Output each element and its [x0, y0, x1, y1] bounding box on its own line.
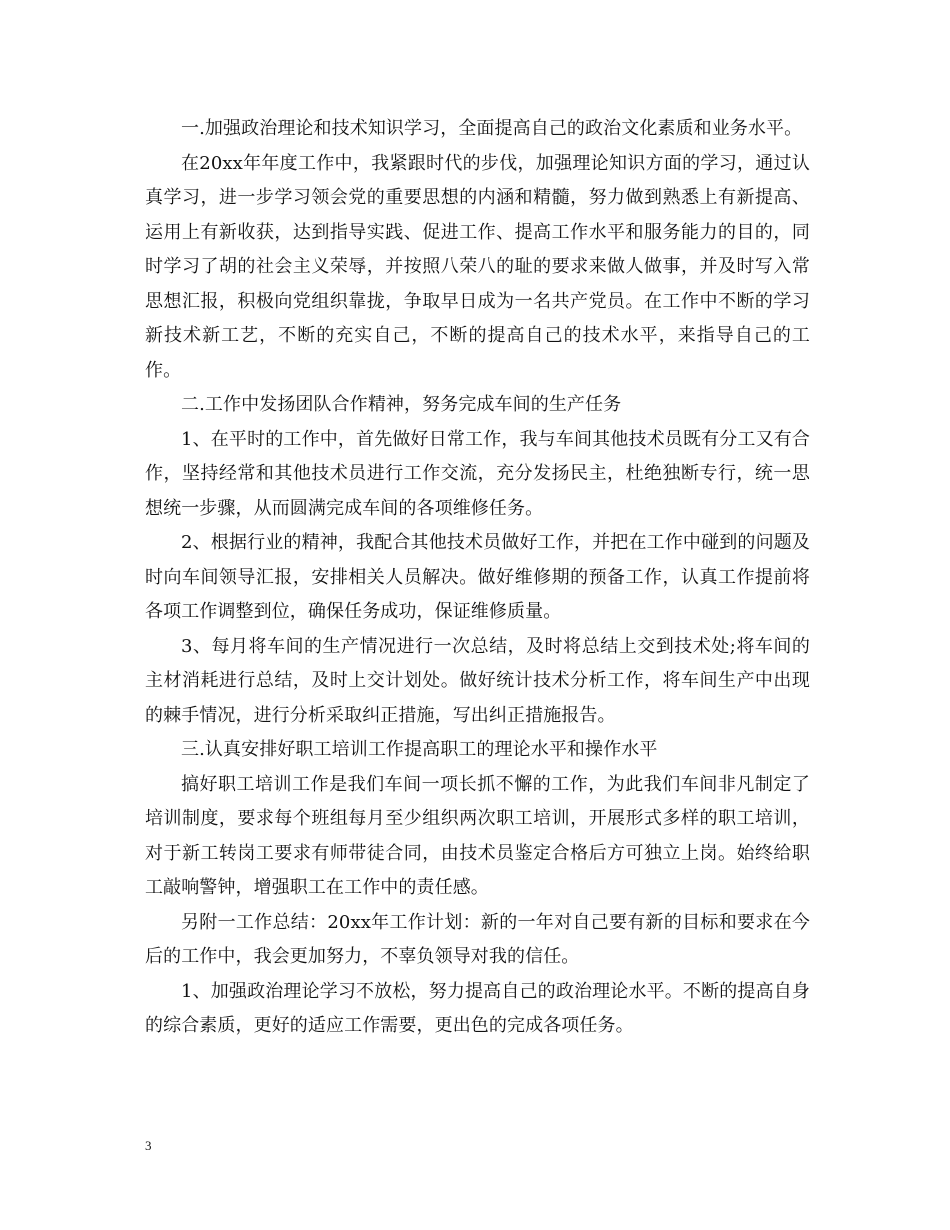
paragraph: 1、在平时的工作中，首先做好日常工作，我与车间其他技术员既有分工又有合作，坚持经常和其他技术员进行工作交流，充分发扬民主，杜绝独断专行，统一思想统一步骤，从而圆满完成车间的各项维修任务。: [145, 428, 810, 519]
page-number: 3: [145, 1138, 152, 1153]
paragraph: 在20xx年年度工作中，我紧跟时代的步伐，加强理论知识方面的学习，通过认真学习，进一步学习领会党的重要思想的内涵和精髓，努力做到熟悉上有新提高、运用上有新收获，达到指导实践、促进工作、提高工作水平和服务能力的目的，同时学习了胡的社会主义荣辱，并按照八荣八的耻的要求来做人做事，并及时写入常思想汇报，积极向党组织靠拢，争取早日成为一名共产党员。在工作中不断的学习新技术新工艺，不断的充实自己，不断的提高自己的技术水平，来指导自己的工作。: [145, 152, 810, 381]
paragraph: 3、每月将车间的生产情况进行一次总结，及时将总结上交到技术处;将车间的主材消耗进行总结，及时上交计划处。做好统计技术分析工作，将车间生产中出现的棘手情况，进行分析采取纠正措施，写出纠正措施报告。: [145, 635, 810, 726]
paragraph-heading-3: 三.认真安排好职工培训工作提高职工的理论水平和操作水平: [181, 739, 658, 760]
paragraph: 2、根据行业的精神，我配合其他技术员做好工作，并把在工作中碰到的问题及时向车间领导汇报，安排相关人员解决。做好维修期的预备工作，认真工作提前将各项工作调整到位，确保任务成功，保证维修质量。: [145, 532, 810, 622]
paragraph-heading-1: 一.加强政治理论和技术知识学习，全面提高自己的政治文化素质和业务水平。: [181, 118, 803, 139]
paragraph: 另附一工作总结：20xx年工作计划：新的一年对自己要有新的目标和要求在今后的工作中，我会更加努力，不辜负领导对我的信任。: [145, 911, 810, 967]
paragraph: 1、加强政治理论学习不放松，努力提高自己的政治理论水平。不断的提高自身的综合素质，更好的适应工作需要，更出色的完成各项任务。: [145, 980, 810, 1036]
paragraph: 搞好职工培训工作是我们车间一项长抓不懈的工作，为此我们车间非凡制定了培训制度，要求每个班组每月至少组织两次职工培训，开展形式多样的职工培训，对于新工转岗工要求有师带徒合同，由技术员鉴定合格后方可独立上岗。始终给职工敲响警钟，增强职工在工作中的责任感。: [145, 773, 810, 898]
paragraph-heading-2: 二.工作中发扬团队合作精神，努务完成车间的生产任务: [181, 394, 622, 415]
document-body: [145, 112, 810, 1044]
